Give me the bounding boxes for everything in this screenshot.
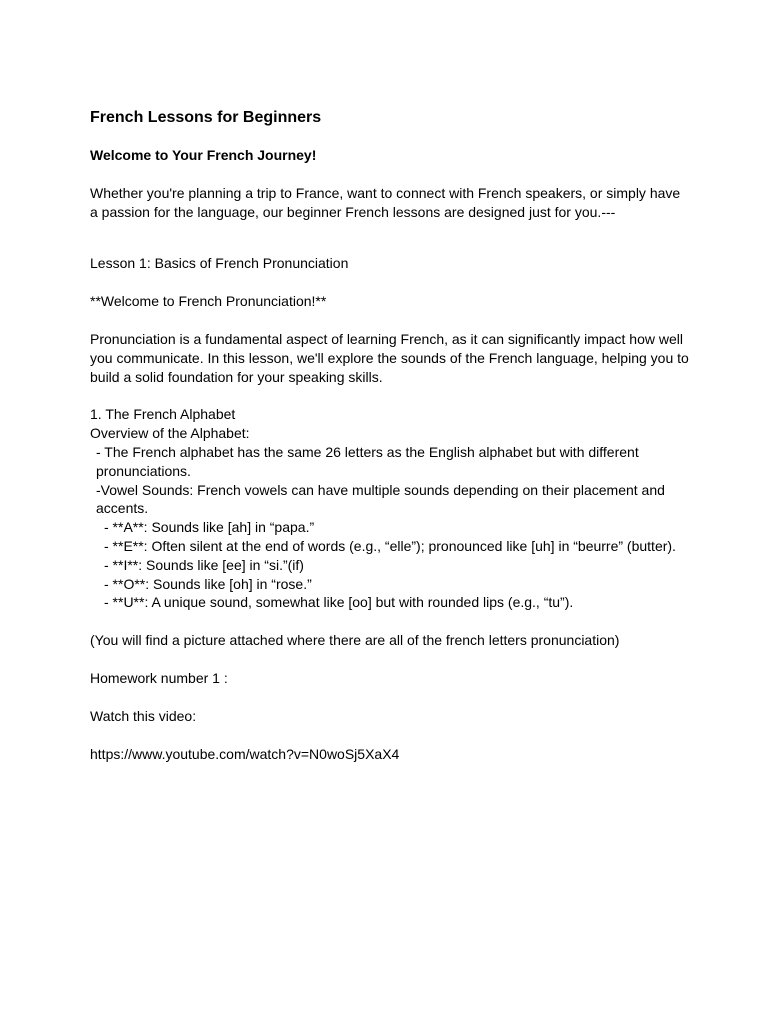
document-subtitle: Welcome to Your French Journey! [90, 147, 317, 163]
document-page [90, 108, 690, 782]
video-link[interactable]: https://www.youtube.com/watch?v=N0woSj5XaX4 [90, 745, 400, 762]
lesson-intro-paragraph: Pronunciation is a fundamental aspect of learning French, as it can significantly impact how well you communicate. In this lesson, we'll explore the sounds of the French language, helping you to build a solid foundation for your speaking skills. [90, 330, 689, 385]
vowel-list-item: - **U**: A unique sound, somewhat like [oo] but with rounded lips (e.g., “tu”). [104, 594, 574, 611]
picture-note: (You will find a picture attached where there are all of the french letters pronunciation) [90, 632, 620, 649]
vowel-list-item: - **O**: Sounds like [oh] in “rose.” [104, 575, 312, 592]
vowel-list-item: - **A**: Sounds like [ah] in “papa.” [104, 519, 315, 536]
video-prompt: Watch this video: [90, 707, 197, 724]
section-heading: 1. The French Alphabet [90, 406, 236, 423]
vowel-note: -Vowel Sounds: French vowels can have multiple sounds depending on their placement and accents. [96, 481, 665, 517]
document-title: French Lessons for Beginners [90, 109, 322, 126]
alphabet-section [90, 405, 690, 612]
lesson-welcome: **Welcome to French Pronunciation!** [90, 293, 327, 310]
lesson-title: Lesson 1: Basics of French Pronunciation [90, 255, 349, 272]
homework-heading: Homework number 1 : [90, 669, 228, 686]
alphabet-overview: Overview of the Alphabet: [90, 425, 250, 442]
alphabet-note: - The French alphabet has the same 26 letters as the English alphabet but with different pronunciations. [96, 443, 639, 479]
vowel-list-item: - **E**: Often silent at the end of words (e.g., “elle”); pronounced like [uh] in “beurre” (butter). [104, 537, 676, 554]
intro-paragraph: Whether you're planning a trip to France, want to connect with French speakers, or simply have a passion for the language, our beginner French lessons are designed just for you.--- [90, 184, 681, 220]
vowel-list-item: - **I**: Sounds like [ee] in “si.”(if) [104, 556, 304, 573]
